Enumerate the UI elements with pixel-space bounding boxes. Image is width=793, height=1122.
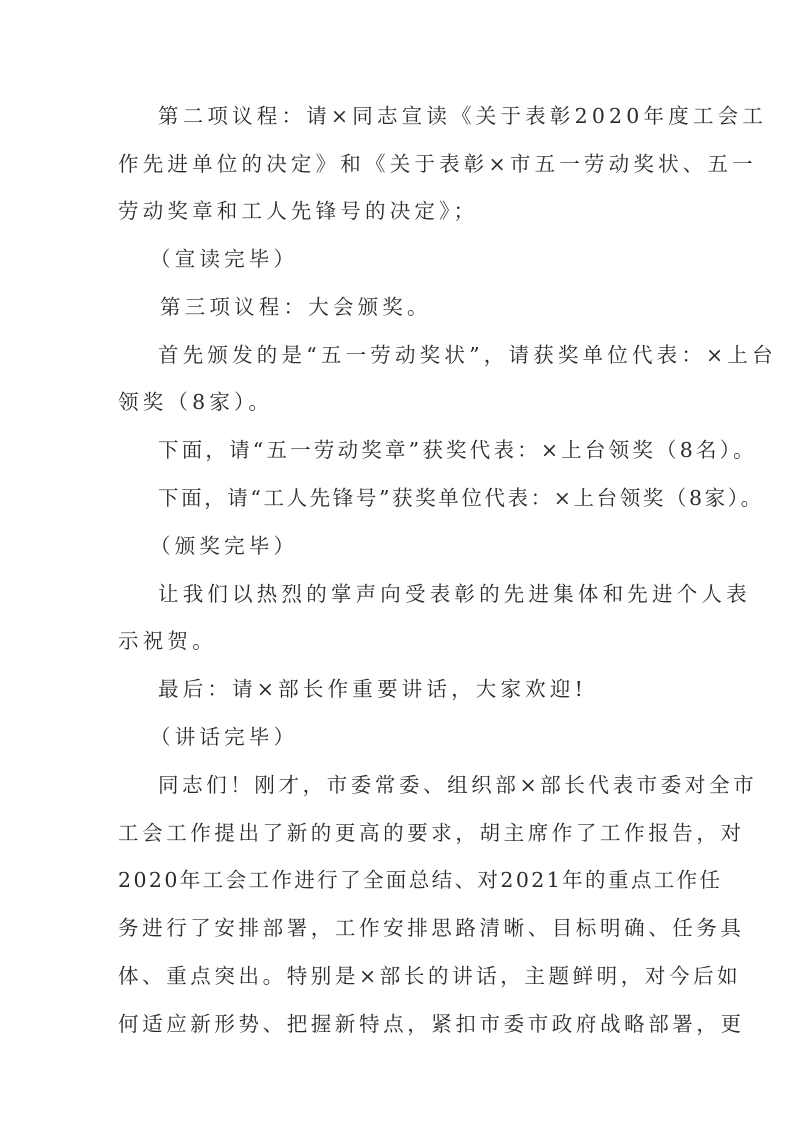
summary-line-6: 何适应新形势、把握新特点，紧扣市委市政府战略部署，更 (118, 1012, 745, 1036)
summary-line-4: 务进行了安排部署，工作安排思路清晰、目标明确、任务具 (118, 916, 745, 940)
summary-line-1: 同志们！刚才，市委常委、组织部×部长代表市委对全市 (158, 773, 758, 797)
summary-line-3: 2020年工会工作进行了全面总结、对2021年的重点工作任 (118, 868, 723, 892)
applause-line-1: 让我们以热烈的掌声向受表彰的先进集体和先进个人表 (158, 582, 751, 606)
summary-line-2: 工会工作提出了新的更高的要求，胡主席作了工作报告，对 (118, 821, 745, 845)
agenda-item-3: 第三项议程：大会颁奖。 (160, 295, 432, 319)
awarding-complete-note: （颁奖完毕） (150, 534, 299, 558)
agenda-item-2-line-1: 第二项议程：请×同志宣读《关于表彰2020年度工会工 (158, 104, 768, 128)
summary-line-5: 体、重点突出。特别是×部长的讲话，主题鲜明，对今后如 (118, 964, 742, 988)
award-worker-pioneer: 下面，请“工人先锋号”获奖单位代表：×上台领奖（8家）。 (158, 486, 764, 510)
speech-complete-note: （讲话完毕） (150, 725, 299, 749)
award-may-day-certificate-line-2: 领奖（8家）。 (118, 390, 274, 414)
award-may-day-certificate-line-1: 首先颁发的是“五一劳动奖状”，请获奖单位代表：×上台 (158, 343, 777, 367)
final-speech-intro: 最后：请×部长作重要讲话，大家欢迎! (158, 677, 588, 701)
reading-complete-note: （宣读完毕） (150, 247, 299, 271)
agenda-item-2-line-3: 劳动奖章和工人先锋号的决定》； (118, 199, 479, 223)
award-may-day-medal: 下面，请“五一劳动奖章”获奖代表：×上台领奖（8名）。 (158, 438, 757, 462)
applause-line-2: 示祝贺。 (118, 629, 217, 653)
agenda-item-2-line-2: 作先进单位的决定》和《关于表彰×市五一劳动奖状、五一 (118, 152, 757, 176)
